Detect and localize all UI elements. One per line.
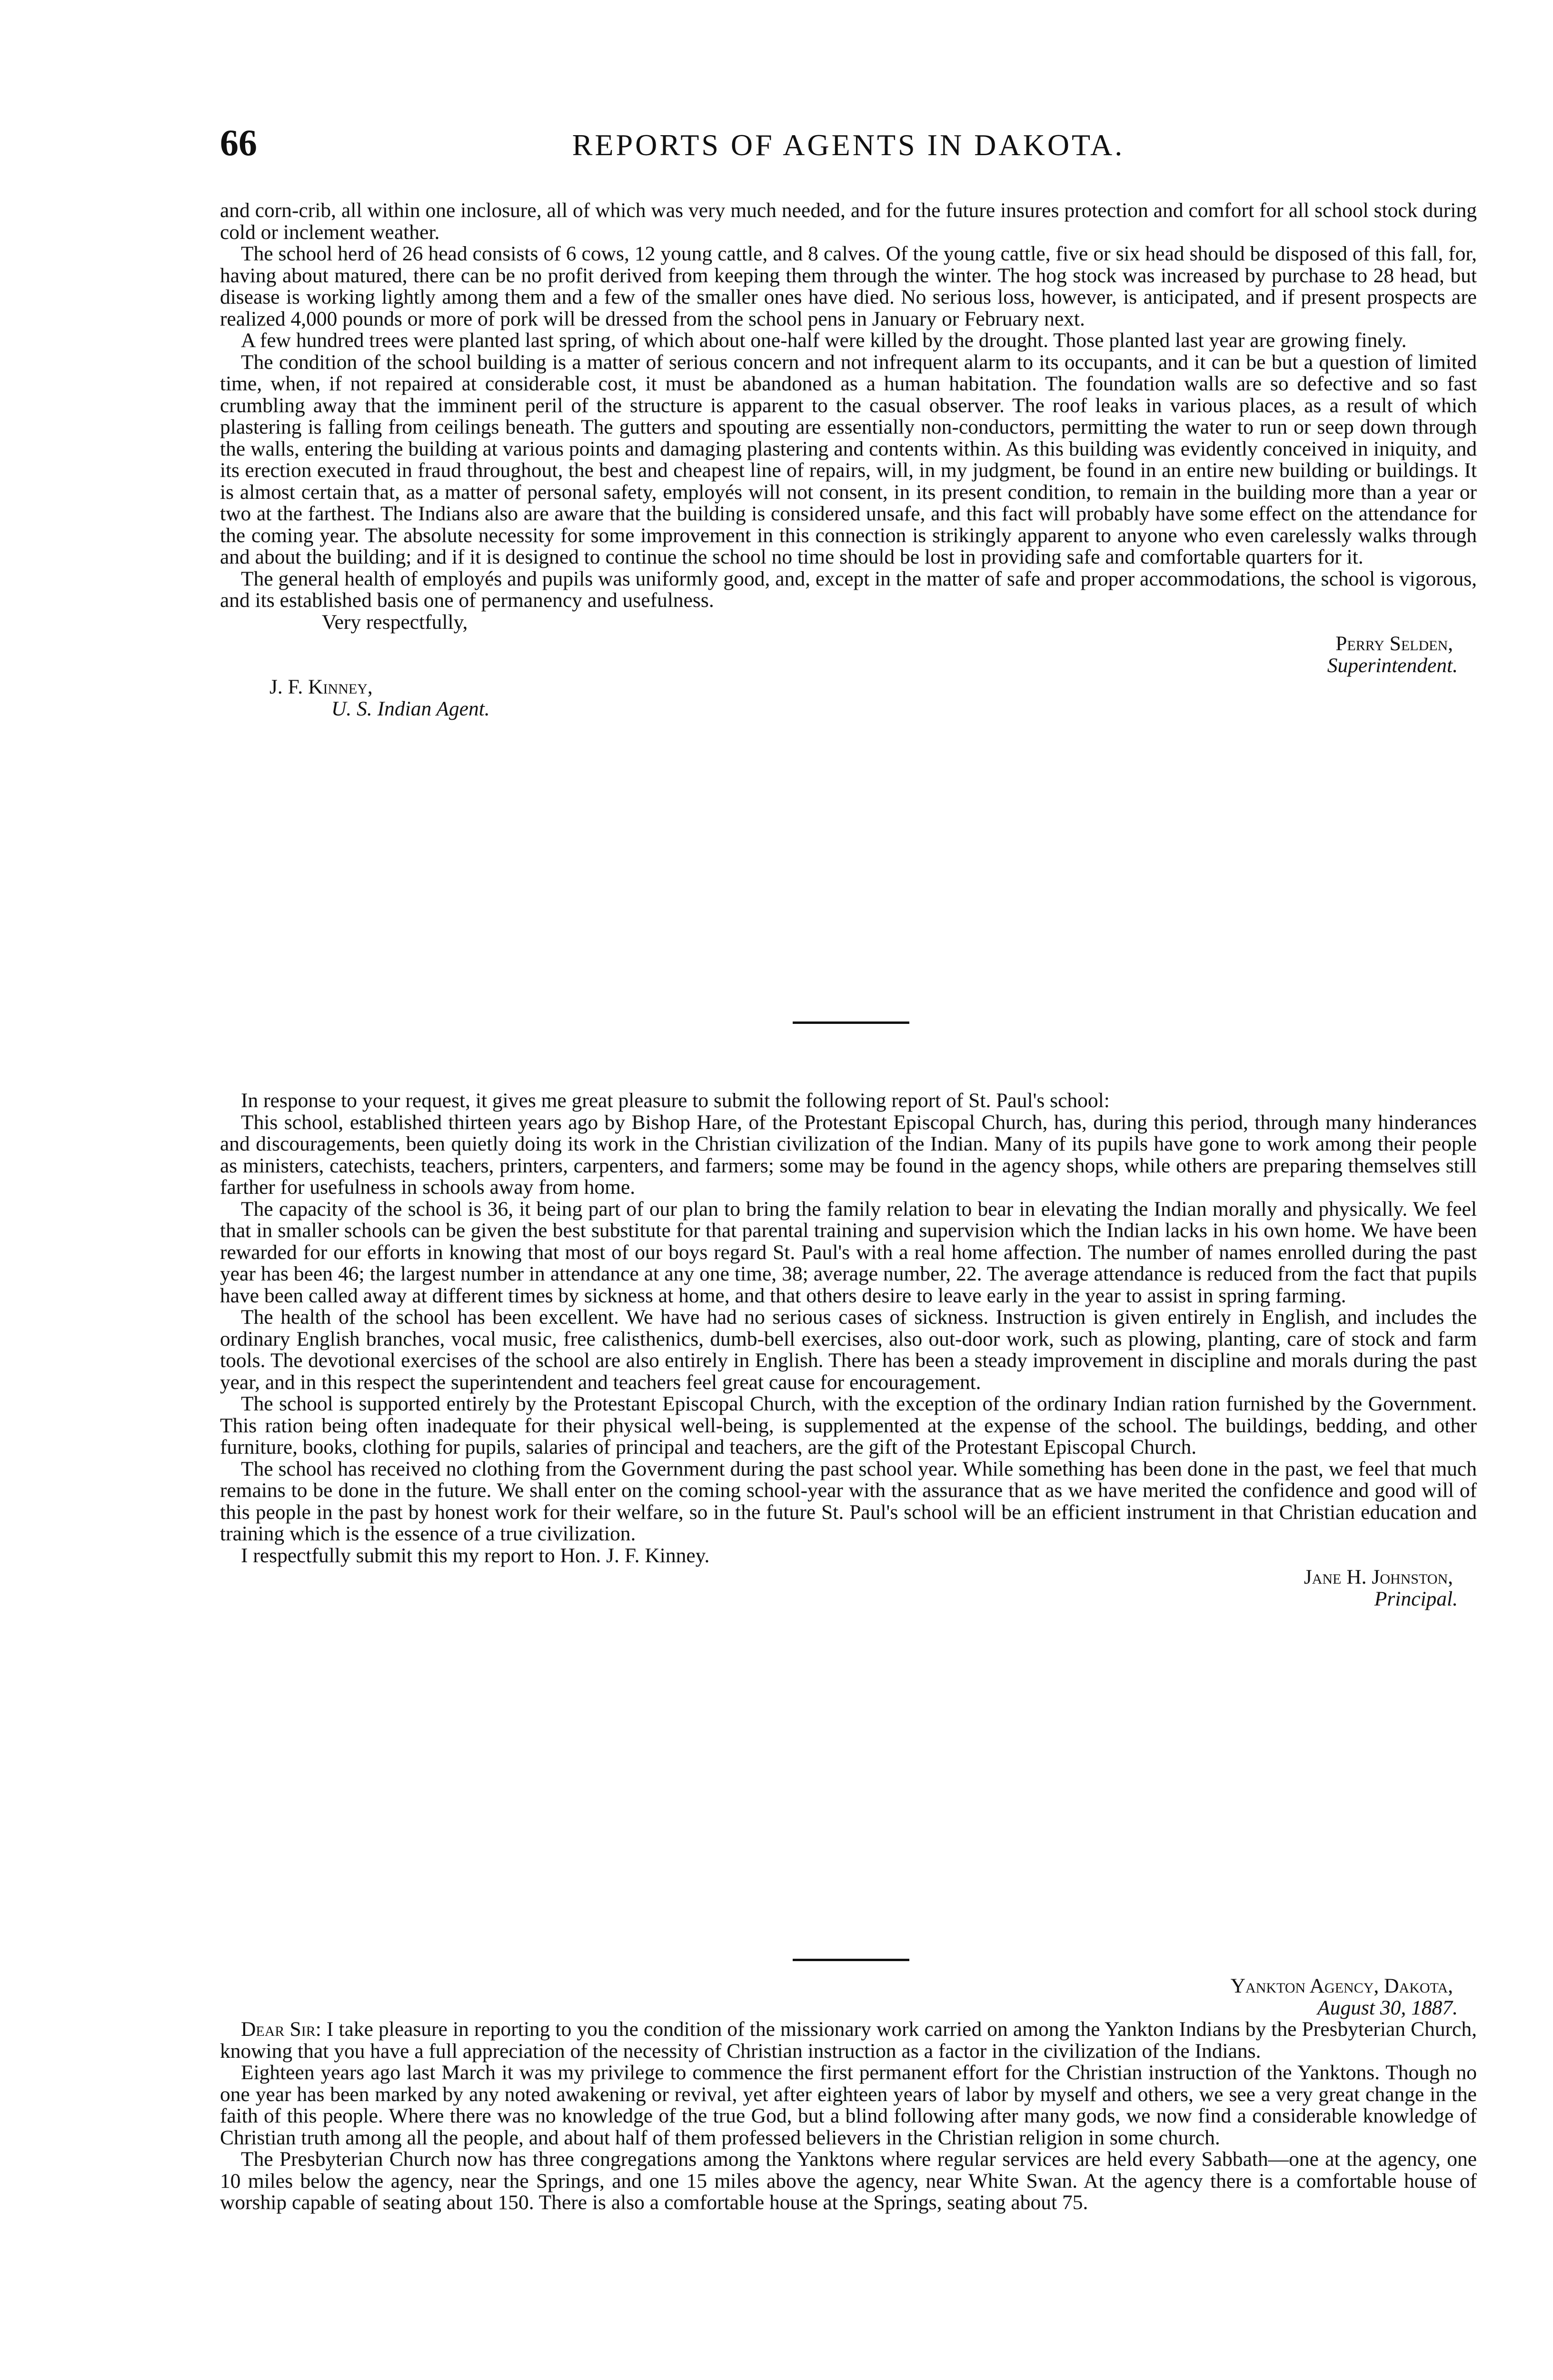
section-divider (793, 1959, 909, 1961)
page-header (220, 119, 1477, 171)
paragraph-text: I take pleasure in reporting to you the condition of the missionary work carried on among the Yankton Indians by the Presbyterian Church, knowing that you have a full appreciation of the necessity of Christian instruction as a factor in the civilization of the Indians. (220, 2018, 1477, 2063)
paragraph: I respectfully submit this my report to Hon. J. F. Kinney. (241, 1544, 710, 1567)
st-pauls-school-report-section (220, 1090, 1477, 1610)
paragraph: The capacity of the school is 36, it being part of our plan to bring the family relation to bear in elevating the Indian morally and physically. We feel that in smaller schools can be given the best substitute for that parental training and supervision which the Indian lacks in his own home. We have been rewarded for our efforts in knowing that most of our boys regard St. Paul's with a real home affection. The number of names enrolled during the past year has been 46; the largest number in attendance at any one time, 38; average number, 22. The average attendance is reduced from the fact that pupils have been called away at different times by sickness at home, and that others desire to leave early in the year to assist in spring farming. (220, 1197, 1477, 1307)
page-number: 66 (220, 122, 257, 163)
running-head: REPORTS OF AGENTS IN DAKOTA. (572, 128, 1125, 162)
salutation: Dear Sir: (241, 2018, 321, 2041)
closing-line: Very respectfully, (322, 610, 468, 634)
paragraph: The school is supported entirely by the Protestant Episcopal Church, with the exception of the ordinary Indian ration furnished by the Government. This ration being often inadequate for their physical well-being, is supplemented at the expense of the school. The buildings, bedding, and other furniture, books, clothing for pupils, salaries of principal and teachers, are the gift of the Protestant Episcopal Church. (220, 1392, 1477, 1458)
paragraph: A few hundred trees were planted last spring, of which about one-half were killed by the drought. Those planted last year are growing finely. (241, 329, 1407, 352)
signer-title: Principal. (1374, 1587, 1458, 1610)
paragraph: In response to your request, it gives me great pleasure to submit the following report of St. Paul's school: (241, 1089, 1110, 1112)
paragraph: Eighteen years ago last March it was my privilege to commence the first permanent effort for the Christian instruction of the Yanktons. Though no one year has been marked by any noted awakening or revival, yet after eighteen years of labor by myself and others, we see a very great change in the faith of this people. Where there was no knowledge of the true God, but a blind following after many gods, we now find a considerable knowledge of Christian truth among all the people, and about half of them professed believers in the Christian religion in some church. (220, 2061, 1477, 2149)
signer-name: Jane H. Johnston, (1304, 1566, 1453, 1588)
section-divider (793, 1021, 909, 1024)
paragraph: The general health of employés and pupils was uniformly good, and, except in the matter of safe and proper accommodations, the school is vigorous, and its established basis one of permanency and usefulness. (220, 567, 1477, 612)
superintendent-report-section (220, 200, 1477, 720)
paragraph: The school herd of 26 head consists of 6 cows, 12 young cattle, and 8 calves. Of the young cattle, five or six head should be disposed of this fall, for, having about matured, there can be no profit derived from keeping them through the winter. The hog stock was increased by purchase to 28 head, but disease is working lightly among them and a few of the smaller ones have died. No serious loss, however, is anticipated, and if present prospects are realized 4,000 pounds or more of pork will be dressed from the school pens in January or February next. (220, 242, 1477, 330)
paragraph: The Presbyterian Church now has three congregations among the Yanktons where regular services are held every Sabbath—one at the agency, one 10 miles below the agency, near the Springs, and one 15 miles above the agency, near White Swan. At the agency there is a comfortable house of worship capable of seating about 150. There is also a comfortable house at the Springs, seating about 75. (220, 2148, 1477, 2214)
paragraph (220, 2019, 1477, 2062)
addressee-name: J. F. Kinney, (269, 675, 373, 698)
signer-title: Superintendent. (1327, 654, 1458, 677)
paragraph: and corn-crib, all within one inclosure, all of which was very much needed, and for the future insures protection and comfort for all school stock during cold or inclement weather. (220, 199, 1477, 244)
paragraph: The school has received no clothing from the Government during the past school year. While something has been done in the past, we feel that much remains to be done in the future. We shall enter on the coming school-year with the assurance that as we have merited the confidence and good will of this people in the past by honest work for their welfare, so in the future St. Paul's school will be an efficient instrument in that Christian education and training which is the essence of a true civilization. (220, 1457, 1477, 1545)
addressee-title: U. S. Indian Agent. (331, 697, 490, 720)
signer-name: Perry Selden, (1335, 632, 1453, 655)
date-line: August 30, 1887. (1317, 1996, 1458, 2019)
place-line: Yankton Agency, Dakota, (1230, 1974, 1453, 1997)
paragraph: The condition of the school building is a matter of serious concern and not infrequent alarm to its occupants, and it can be but a question of limited time, when, if not repaired at considerable cost, it must be abandoned as a human habitation. The foundation walls are so defective and so fast crumbling away that the imminent peril of the structure is apparent to the casual observer. The roof leaks in various places, as a result of which plastering is falling from ceilings beneath. The gutters and spouting are essentially non-conductors, permitting the water to run or seep down through the walls, entering the building at various points and damaging plastering and contents within. As this building was evidently conceived in iniquity, and its erection executed in fraud throughout, the best and cheapest line of repairs, will, in my judgment, be found in an entire new building or buildings. It is almost certain that, as a matter of personal safety, employés will not consent, in its present condition, to remain in the building more than a year or two at the farthest. The Indians also are aware that the building is considered unsafe, and this fact will probably have some effect on the attendance for the coming year. The absolute necessity for some improvement in this connection is strikingly apparent to anyone who even carelessly walks through and about the building; and if it is designed to continue the school no time should be lost in providing safe and comfortable quarters for it. (220, 350, 1477, 568)
missionary-report-section (220, 1975, 1477, 2214)
paragraph: The health of the school has been excellent. We have had no serious cases of sickness. Instruction is given entirely in English, and includes the ordinary English branches, vocal music, free calisthenics, dumb-bell exercises, also out-door work, such as plowing, planting, care of stock and farm tools. The devotional exercises of the school are also entirely in English. There has been a steady improvement in discipline and morals during the past year, and in this respect the superintendent and teachers feel great cause for encouragement. (220, 1306, 1477, 1394)
paragraph: This school, established thirteen years ago by Bishop Hare, of the Protestant Episcopal Church, has, during this period, through many hinderances and discouragements, been quietly doing its work in the Christian civilization of the Indian. Many of its pupils have gone to work among their people as ministers, catechists, teachers, printers, carpenters, and farmers; some may be found in the agency shops, while others are preparing themselves still farther for usefulness in schools away from home. (220, 1111, 1477, 1199)
